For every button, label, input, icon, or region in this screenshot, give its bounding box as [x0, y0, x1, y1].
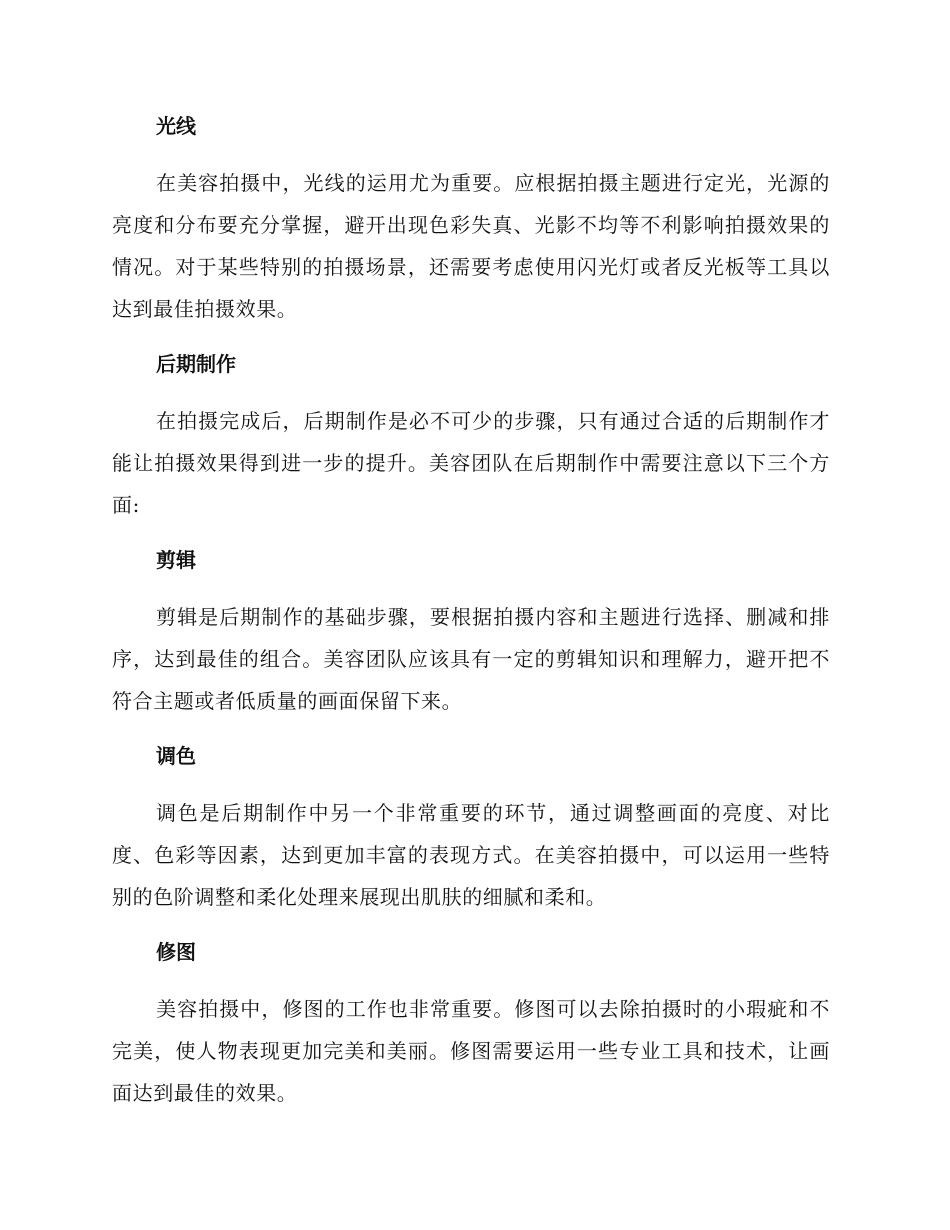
section-heading-lighting: 光线: [156, 114, 196, 138]
section-heading-retouching: 修图: [156, 940, 196, 964]
section-paragraph-retouching: 美容拍摄中，修图的工作也非常重要。修图可以去除拍摄时的小瑕疵和不完美，使人物表现更加完美和美丽。修图需要运用一些专业工具和技术，让画面达到最佳的效果。: [112, 997, 830, 1105]
section-heading-color-grading: 调色: [156, 744, 196, 768]
section-paragraph-editing: 剪辑是后期制作的基础步骤，要根据拍摄内容和主题进行选择、删减和排序，达到最佳的组合。美容团队应该具有一定的剪辑知识和理解力，避开把不符合主题或者低质量的画面保留下来。: [112, 605, 830, 713]
document-body: [112, 110, 830, 1132]
section-paragraph-lighting: 在美容拍摄中，光线的运用尤为重要。应根据拍摄主题进行定光，光源的亮度和分布要充分掌握，避开出现色彩失真、光影不均等不利影响拍摄效果的情况。对于某些特别的拍摄场景，还需要考虑使用闪光灯或者反光板等工具以达到最佳拍摄效果。: [112, 171, 830, 321]
section-paragraph-post-production: 在拍摄完成后，后期制作是必不可少的步骤，只有通过合适的后期制作才能让拍摄效果得到进一步的提升。美容团队在后期制作中需要注意以下三个方面:: [112, 409, 830, 517]
section-heading-editing: 剪辑: [156, 548, 196, 572]
section-heading-post-production: 后期制作: [156, 352, 236, 376]
section-paragraph-color-grading: 调色是后期制作中另一个非常重要的环节，通过调整画面的亮度、对比度、色彩等因素，达到更加丰富的表现方式。在美容拍摄中，可以运用一些特别的色阶调整和柔化处理来展现出肌肤的细腻和柔和。: [112, 801, 830, 909]
